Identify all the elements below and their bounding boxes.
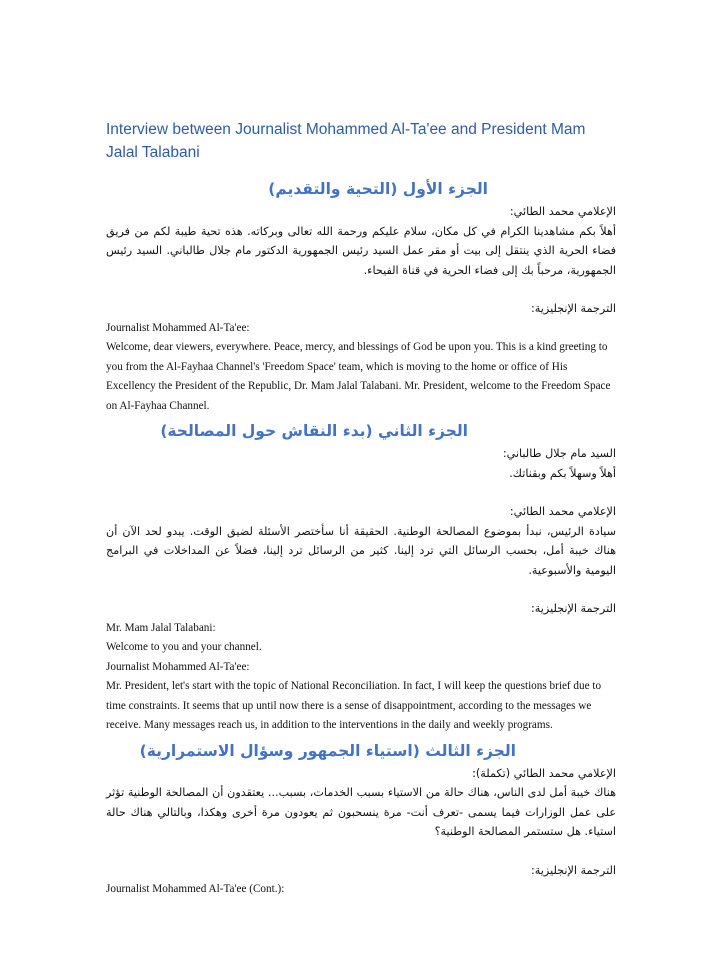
part1-heading: الجزء الأول (التحية والتقديم) — [268, 180, 488, 198]
part1-english-speaker: Journalist Mohammed Al-Ta'ee: — [106, 321, 250, 334]
part2-english-speaker-1: Mr. Mam Jalal Talabani: — [106, 621, 216, 634]
part2-arabic-speaker-1: السيد مام جلال طالباني: — [502, 447, 616, 460]
document-title: Interview between Journalist Mohammed Al-Ta'ee and President Mam Jalal Talabani — [106, 121, 586, 161]
part3-english-speaker: Journalist Mohammed Al-Ta'ee (Cont.): — [106, 883, 285, 895]
part3-arabic-speaker: الإعلامي محمد الطائي (تكملة): — [472, 766, 616, 780]
part1-english-label: الترجمة الإنجليزية: — [531, 302, 616, 315]
part2-english-label: الترجمة الإنجليزية: — [531, 602, 616, 615]
part2-arabic-speaker-2: الإعلامي محمد الطائي: — [509, 505, 616, 518]
part3-english-label: الترجمة الإنجليزية: — [531, 863, 616, 877]
part1-english-text: Welcome, dear viewers, everywhere. Peace, mercy, and blessings of God be upon you. This is a kind greeting to you from the Al-Fayhaa Channel's 'Freedom Space' team, which is moving to the home or office of His Excellency the President of the Republic, Dr. Mam Jalal Talabani. Mr. President, welcome to the Freedom Space on Al-Fayhaa Channel. — [106, 341, 611, 412]
part2-arabic-text-1: أهلاً وسهلاً بكم وبقناتك. — [509, 466, 616, 480]
part2-english-speaker-2: Journalist Mohammed Al-Ta'ee: — [106, 660, 250, 673]
part2-heading: الجزء الثاني (بدء النقاش حول المصالحة) — [160, 422, 468, 440]
part3-heading: الجزء الثالث (استياء الجمهور وسؤال الاستمرارية) — [139, 741, 516, 760]
part2-arabic-text-2: سيادة الرئيس، نبدأ بموضوع المصالحة الوطنية. الحقيقة أنا سأختصر الأسئلة لضيق الوقت. يبدو لحد الآن أن هناك خيبة أمل، بحسب الرسائل التي ترد إلينا. كثير من الرسائل ترد إلينا، فضلاً عن المداخلات في البرامج اليومية والأسبوعية. — [106, 524, 616, 577]
part3-arabic-text: هناك خيبة أمل لدى الناس، هناك حالة من الاستياء بسبب الخدمات، بسبب... يعتقدون أن المصالحة الوطنية تؤثر على عمل الوزارات فيما يسمى -تعرف أنت- مرة ينسحبون ثم يعودون مرة أخرى وهكذا، وبالتالي هناك حالة استياء. هل ستستمر المصالحة الوطنية؟ — [106, 786, 616, 838]
part1-arabic-speaker: الإعلامي محمد الطائي: — [509, 205, 616, 218]
document-body — [106, 118, 616, 900]
part2-english-text-1: Welcome to you and your channel. — [106, 641, 262, 653]
part2-english-text-2: Mr. President, let's start with the topic of National Reconciliation. In fact, I will keep the questions brief due to time constraints. It seems that up until now there is a sense of disappointment, according to the messages we receive. Many messages reach us, in addition to the interventions in the daily and weekly programs. — [106, 680, 602, 731]
part1-arabic-text: أهلاً بكم مشاهدينا الكرام في كل مكان، سلام عليكم ورحمة الله تعالى وبركاته. هذه تحية طيبة لكم من فريق فضاء الحرية الذي ينتقل إلى بيت أو مقر عمل السيد رئيس الجمهورية الدكتور مام جلال طالباني. السيد رئيس الجمهورية، مرحباً بك إلى فضاء الحرية في قناة الفيحاء. — [106, 224, 616, 277]
